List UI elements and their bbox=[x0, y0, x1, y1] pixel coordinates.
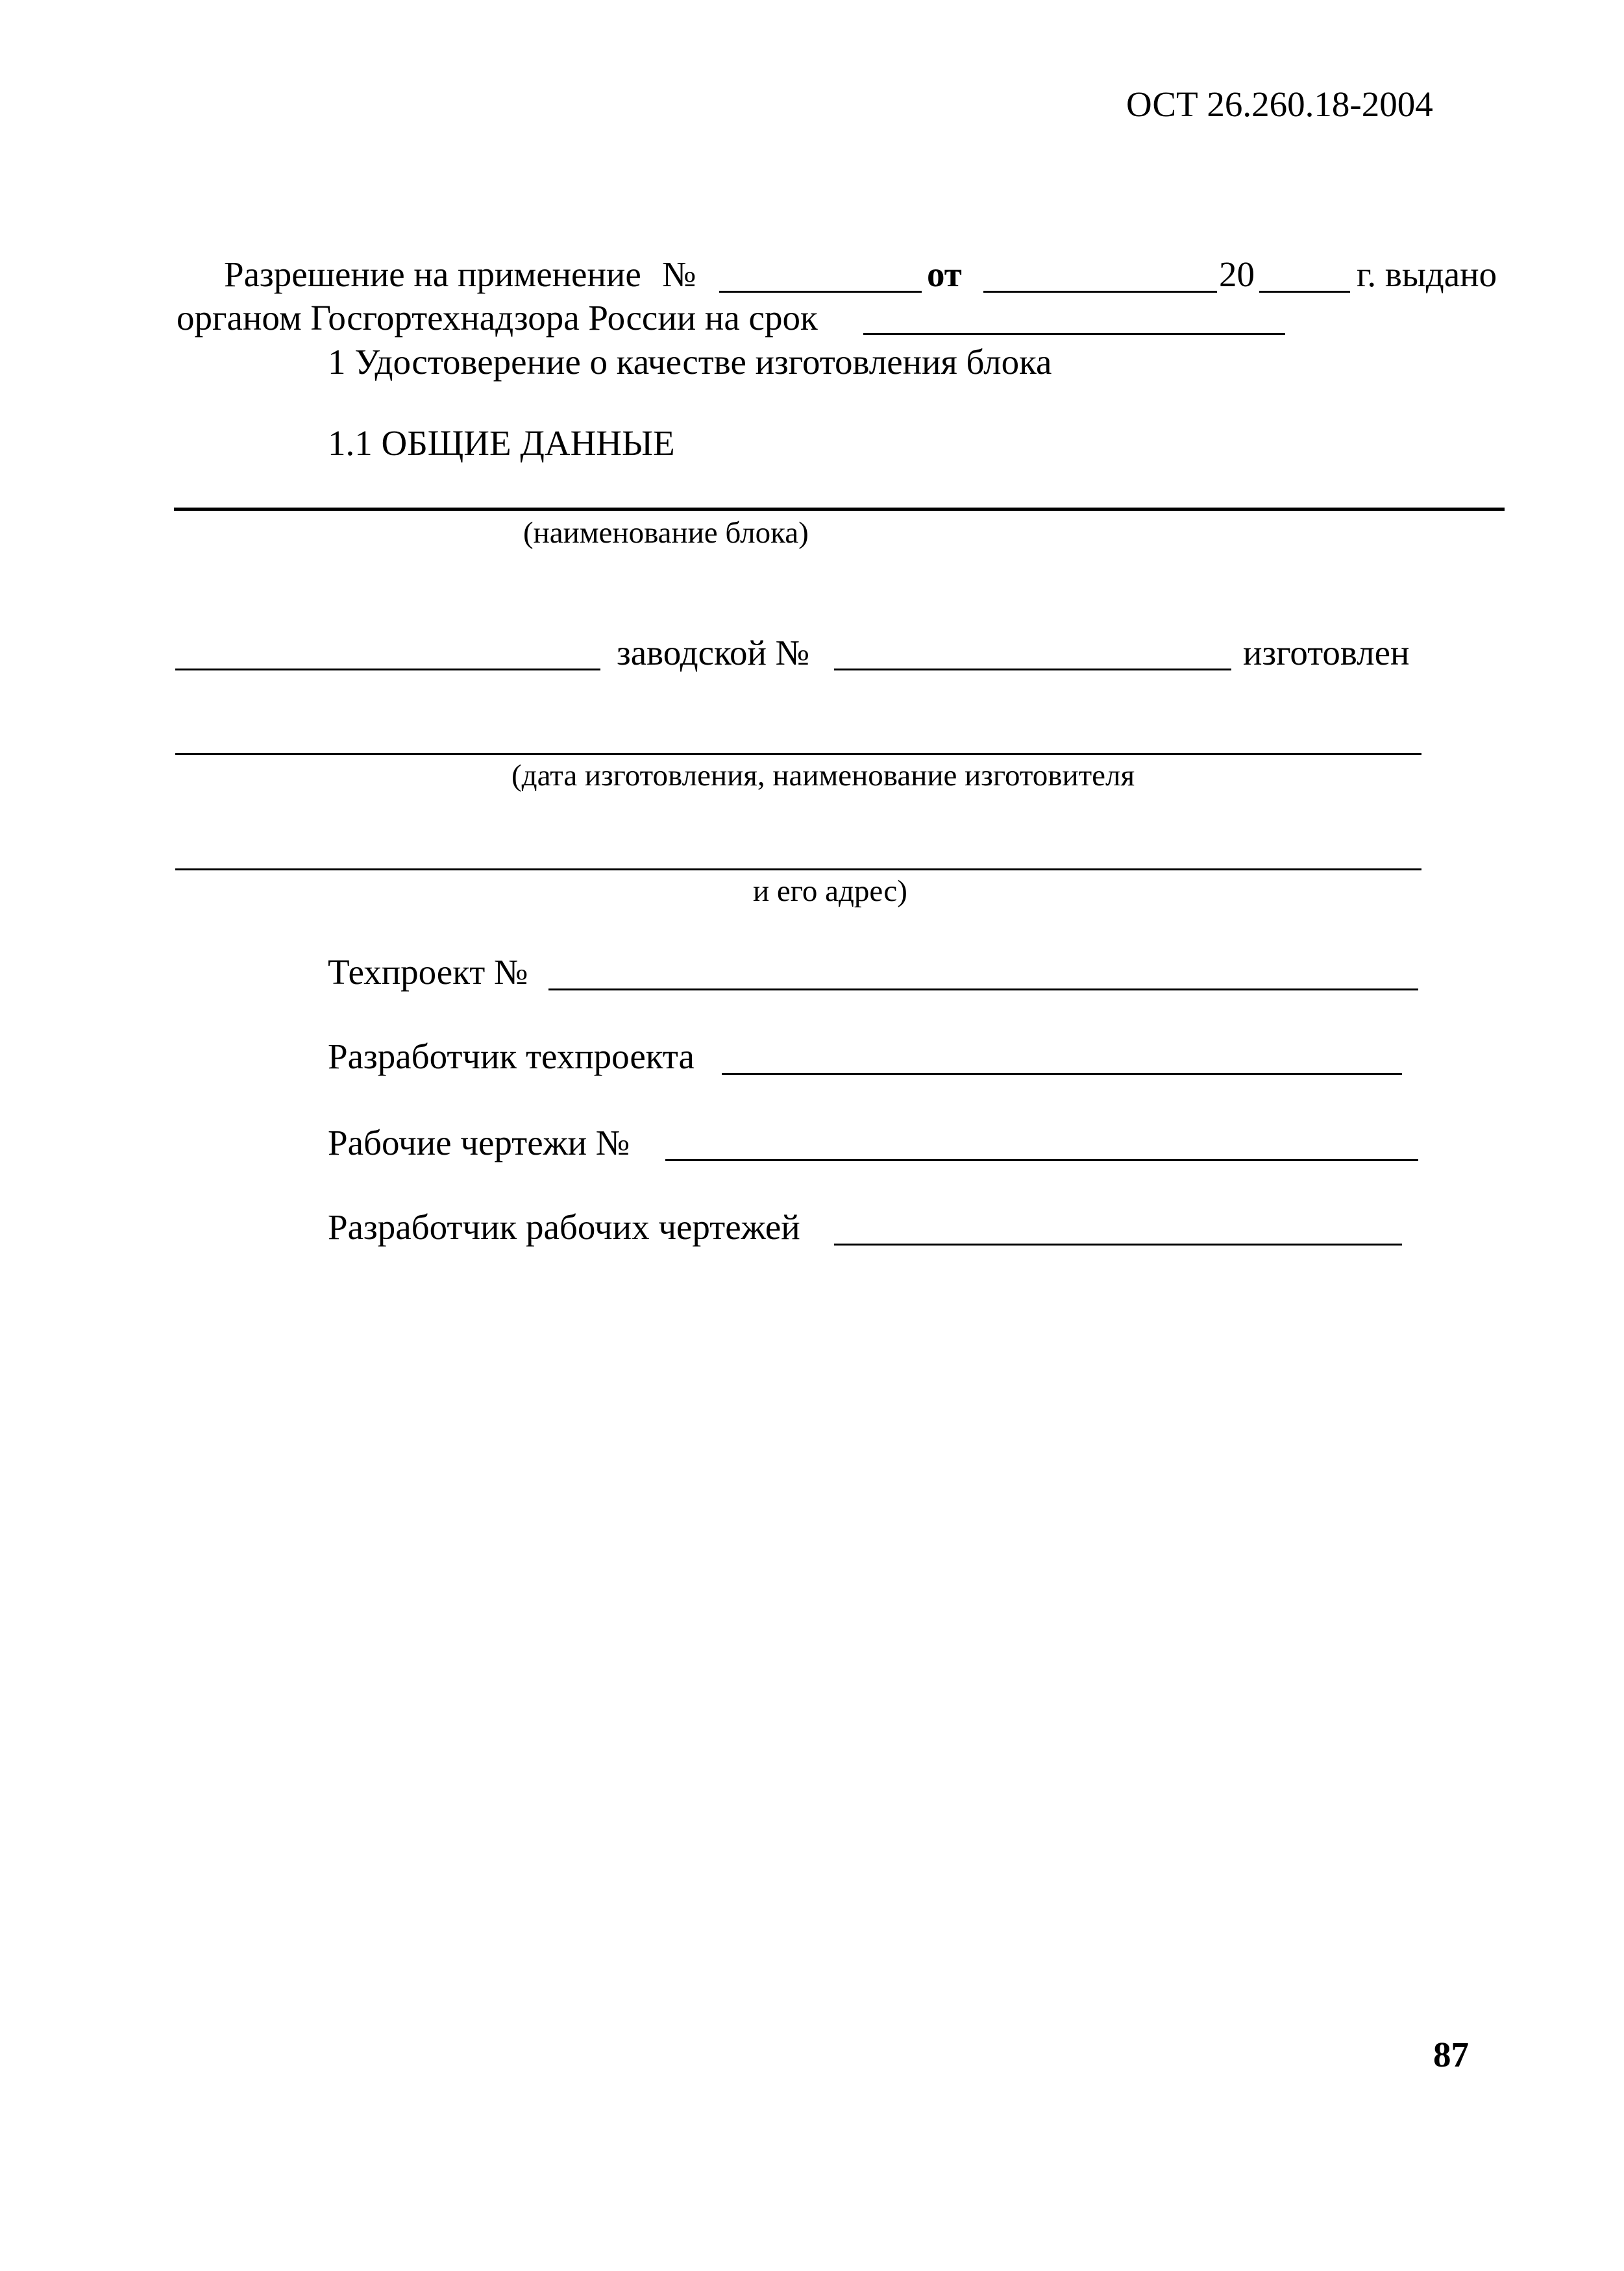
permit-number-sign: № bbox=[662, 254, 696, 294]
serial-number-field[interactable] bbox=[834, 669, 1231, 670]
drawings-developer-field[interactable] bbox=[834, 1244, 1402, 1246]
permit-lead-text: Разрешение на применение bbox=[224, 254, 641, 294]
block-name-caption: (наименование блока) bbox=[523, 516, 809, 550]
page-number: 87 bbox=[1433, 2035, 1469, 2074]
address-caption: и его адрес) bbox=[753, 874, 907, 908]
drawings-label: Рабочие чертежи № bbox=[328, 1123, 630, 1162]
document-code: ОСТ 26.260.18-2004 bbox=[1126, 84, 1433, 124]
permit-year-prefix: 20 bbox=[1219, 254, 1255, 294]
manufactured-label: изготовлен bbox=[1243, 633, 1410, 672]
manufacturer-field[interactable] bbox=[175, 753, 1421, 755]
tech-project-label: Техпроект № bbox=[328, 952, 528, 992]
tech-project-field[interactable] bbox=[548, 988, 1418, 990]
manufacturer-address-field[interactable] bbox=[175, 868, 1421, 870]
subsection-title: 1.1 ОБЩИЕ ДАННЫЕ bbox=[328, 423, 675, 463]
permit-year-field[interactable] bbox=[1259, 291, 1350, 293]
drawings-developer-label: Разработчик рабочих чертежей bbox=[328, 1207, 800, 1247]
tech-project-developer-label: Разработчик техпроекта bbox=[328, 1037, 695, 1076]
permit-term-field[interactable] bbox=[863, 333, 1285, 335]
permit-date-field[interactable] bbox=[983, 291, 1217, 293]
block-type-field[interactable] bbox=[175, 669, 600, 670]
permit-from-label: от bbox=[927, 254, 962, 294]
permit-number-field[interactable] bbox=[719, 291, 922, 293]
manufacturer-caption: (дата изготовления, наименование изготовителя bbox=[511, 759, 1135, 792]
section-title: 1 Удостоверение о качестве изготовления блока bbox=[328, 342, 1052, 382]
block-name-field[interactable] bbox=[174, 508, 1505, 511]
permit-issued-suffix: г. выдано bbox=[1357, 254, 1497, 294]
tech-project-developer-field[interactable] bbox=[722, 1073, 1402, 1075]
drawings-field[interactable] bbox=[665, 1159, 1418, 1161]
serial-number-label: заводской № bbox=[617, 633, 810, 672]
permit-authority-text: органом Госгортехнадзора России на срок bbox=[177, 298, 818, 338]
